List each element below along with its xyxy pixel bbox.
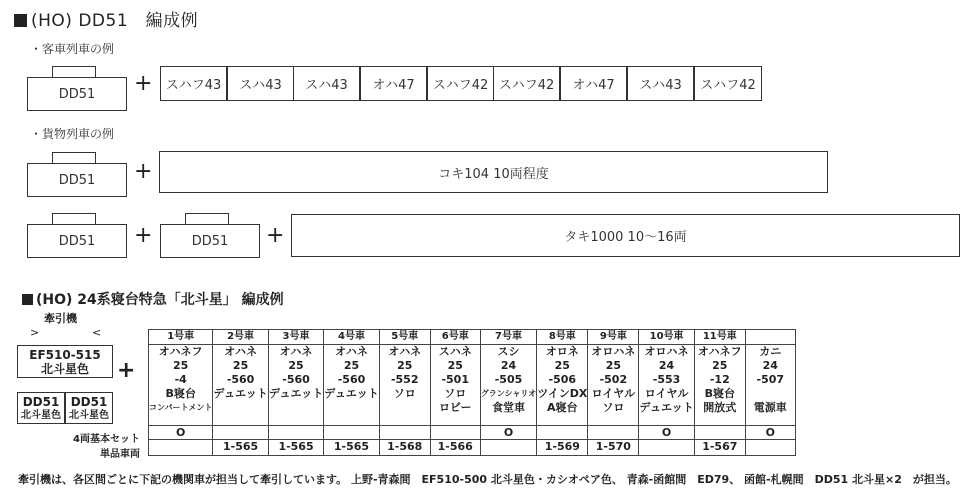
dd51-box-2 xyxy=(65,392,113,424)
car-spec-line: 25 xyxy=(232,359,249,372)
car-spec-line: スシ xyxy=(497,345,520,358)
car-spec-line: ロイヤル xyxy=(644,387,689,400)
dd51-loco-freight1 xyxy=(27,152,127,198)
product-number-cell: 1-570 xyxy=(588,440,639,456)
basic-set-mark xyxy=(379,426,430,440)
passenger-car: スハ43 xyxy=(627,66,694,101)
car-number-cell: 7号車 xyxy=(480,330,537,345)
basic-set-mark xyxy=(268,426,323,440)
product-number-cell xyxy=(480,440,537,456)
plus-sign: + xyxy=(134,159,153,184)
car-spec-line: -505 xyxy=(494,373,523,386)
section2-title: (HO) 24系寝台特急「北斗星」 編成例 xyxy=(22,289,284,309)
arrow-left: > xyxy=(30,326,40,339)
car-spec-cell xyxy=(588,345,639,426)
car-spec-line: ロイヤル xyxy=(591,387,636,400)
basic-set-mark xyxy=(213,426,268,440)
footnote: 牽引機は、各区間ごとに下記の機関車が担当して牽引しています。 上野-青森間 EF510-500 北斗星色・カシオペア色、 青森-函館間 ED79、 函館-札幌間 DD51 北斗星×2 が担当。 xyxy=(18,473,957,486)
product-number-cell xyxy=(745,440,795,456)
car-spec-line: -506 xyxy=(548,373,577,386)
dd51-loco-freight2a xyxy=(27,213,127,259)
passenger-car: スハフ42 xyxy=(427,66,494,101)
car-spec-cell xyxy=(379,345,430,426)
car-spec-line xyxy=(746,387,795,401)
plus-sign: + xyxy=(134,71,153,96)
car-spec-line: ソロ xyxy=(444,387,467,400)
car-spec-line: -4 xyxy=(174,373,187,386)
passenger-car: スハフ42 xyxy=(694,66,762,101)
formation-table xyxy=(148,329,796,456)
dd51-loco-freight2b xyxy=(160,213,260,259)
car-spec-line: -553 xyxy=(652,373,681,386)
product-number-cell: 1-565 xyxy=(324,440,379,456)
product-number-cell: 1-565 xyxy=(268,440,323,456)
car-spec-line: -560 xyxy=(337,373,366,386)
passenger-car: スハ43 xyxy=(293,66,360,101)
car-spec-line: 24 xyxy=(658,359,675,372)
car-spec-line: 25 xyxy=(288,359,304,372)
basic-set-mark: O xyxy=(480,426,537,440)
car-spec-cell xyxy=(149,345,213,426)
loco-label: DD51 xyxy=(27,77,127,111)
passenger-car: オハ47 xyxy=(360,66,427,101)
car-number-cell: 6号車 xyxy=(430,330,480,345)
car-spec-extra xyxy=(213,401,267,415)
basic-set-mark: O xyxy=(639,426,694,440)
car-spec-cell xyxy=(537,345,588,426)
product-number-cell xyxy=(149,440,213,456)
car-spec-extra: コンパートメント xyxy=(149,403,213,412)
car-number-cell: 2号車 xyxy=(213,330,268,345)
ef510-name: EF510-515 xyxy=(29,348,101,362)
car-spec-line: -501 xyxy=(441,373,469,386)
car-number-cell: 10号車 xyxy=(639,330,694,345)
dd51-color: 北斗星色 xyxy=(69,410,109,421)
car-spec-extra: デュエット xyxy=(639,401,694,414)
car-spec-extra: 電源車 xyxy=(753,401,787,414)
car-spec-line: オハネ xyxy=(335,345,368,358)
car-spec-line: 25 xyxy=(712,359,728,372)
dd51-color: 北斗星色 xyxy=(21,410,61,421)
car-number-cell: 9号車 xyxy=(588,330,639,345)
traction-label: 牽引機 xyxy=(44,312,77,325)
basic-set-mark: O xyxy=(149,426,213,440)
car-spec-cell xyxy=(324,345,379,426)
basic-set-label: 4両基本セット xyxy=(73,434,140,445)
car-spec-line: ソロ xyxy=(393,387,416,400)
car-spec-line: -560 xyxy=(226,373,255,386)
car-spec-line: -552 xyxy=(390,373,419,386)
car-spec-line: 25 xyxy=(397,359,413,372)
ef510-loco-box xyxy=(17,345,113,378)
passenger-example-label: ・客車列車の例 xyxy=(30,42,115,56)
car-spec-line: スハネ xyxy=(438,345,472,358)
car-spec-cell xyxy=(430,345,480,426)
car-spec-line: -502 xyxy=(599,373,628,386)
freight-car-koki: コキ104 10両程度 xyxy=(159,151,828,193)
square-bullet-icon xyxy=(22,294,33,305)
freight-example-label: ・貨物列車の例 xyxy=(30,127,115,141)
dd51-name: DD51 xyxy=(22,395,60,409)
product-number-cell: 1-565 xyxy=(213,440,268,456)
car-number-cell: 5号車 xyxy=(379,330,430,345)
car-spec-line: オロハネ xyxy=(591,345,636,358)
car-spec-cell xyxy=(639,345,694,426)
car-spec-line: 24 xyxy=(500,359,517,372)
car-spec-line: オハネ xyxy=(279,345,313,358)
loco-label: DD51 xyxy=(27,224,127,258)
product-number-cell: 1-567 xyxy=(694,440,745,456)
car-spec-cell xyxy=(745,345,795,426)
passenger-car: スハフ42 xyxy=(493,66,560,101)
car-spec-extra: A寝台 xyxy=(547,401,578,414)
passenger-car: スハ43 xyxy=(227,66,294,101)
car-spec-extra xyxy=(380,401,430,415)
basic-set-mark xyxy=(588,426,639,440)
car-spec-line: オハネ xyxy=(224,345,257,358)
car-number-cell: 11号車 xyxy=(694,330,745,345)
dd51-box-1 xyxy=(17,392,65,424)
plus-sign: + xyxy=(266,223,285,248)
car-spec-line: 25 xyxy=(343,359,360,372)
basic-set-mark xyxy=(694,426,745,440)
car-spec-line: -560 xyxy=(282,373,310,386)
freight-car-taki: タキ1000 10～16両 xyxy=(291,214,960,257)
car-spec-line: 25 xyxy=(554,359,570,372)
car-spec-line: 25 xyxy=(605,359,621,372)
car-spec-line: デュエット xyxy=(213,387,268,400)
car-spec-extra: ロビー xyxy=(438,401,472,414)
section1-title: (HO) DD51 編成例 xyxy=(14,6,198,31)
car-number-cell: 3号車 xyxy=(268,330,323,345)
car-spec-line: B寝台 xyxy=(704,387,735,400)
basic-set-mark xyxy=(430,426,480,440)
car-spec-line: -12 xyxy=(709,373,730,386)
car-spec-extra xyxy=(269,401,323,415)
single-car-label: 単品車両 xyxy=(100,449,140,460)
plus-sign: + xyxy=(117,358,136,383)
car-spec-line: グランシャリオ xyxy=(480,389,537,398)
car-spec-line: B寝台 xyxy=(165,387,196,400)
car-spec-line: 25 xyxy=(173,359,189,372)
car-number-cell xyxy=(745,330,795,345)
car-number-cell: 8号車 xyxy=(537,330,588,345)
car-spec-line: オロハネ xyxy=(644,345,689,358)
plus-sign: + xyxy=(134,223,153,248)
product-number-cell: 1-568 xyxy=(379,440,430,456)
car-spec-line: カニ xyxy=(759,345,782,358)
basic-set-mark: O xyxy=(745,426,795,440)
car-spec-line: 24 xyxy=(762,359,778,372)
car-spec-line: デュエット xyxy=(268,387,324,400)
passenger-car: スハフ43 xyxy=(160,66,227,101)
car-spec-line: オハネフ xyxy=(697,345,742,358)
car-spec-extra: 食堂車 xyxy=(492,401,525,414)
product-number-cell xyxy=(639,440,694,456)
dd51-name: DD51 xyxy=(70,395,108,409)
car-spec-line: デュエット xyxy=(324,387,379,400)
car-spec-cell xyxy=(268,345,323,426)
basic-set-mark xyxy=(537,426,588,440)
dd51-loco-passenger xyxy=(27,66,127,112)
car-number-cell: 1号車 xyxy=(149,330,213,345)
car-spec-line: ツインDX xyxy=(537,387,588,400)
car-spec-cell xyxy=(694,345,745,426)
car-number-cell: 4号車 xyxy=(324,330,379,345)
car-spec-extra: ソロ xyxy=(602,401,625,414)
square-bullet-icon xyxy=(14,14,27,27)
car-spec-line: -507 xyxy=(756,373,785,386)
car-spec-cell xyxy=(213,345,268,426)
product-number-cell: 1-566 xyxy=(430,440,480,456)
car-spec-extra: 開放式 xyxy=(703,401,737,414)
arrow-right: < xyxy=(92,326,102,339)
ef510-color: 北斗星色 xyxy=(40,362,89,376)
car-spec-cell xyxy=(480,345,537,426)
car-spec-line: 25 xyxy=(447,359,463,372)
car-spec-extra xyxy=(324,401,378,415)
car-spec-line: オロネ xyxy=(545,345,579,358)
car-spec-line: オハネフ xyxy=(158,345,203,358)
loco-label: DD51 xyxy=(160,224,260,258)
loco-label: DD51 xyxy=(27,163,127,197)
product-number-cell: 1-569 xyxy=(537,440,588,456)
basic-set-mark xyxy=(324,426,379,440)
passenger-car: オハ47 xyxy=(560,66,627,101)
car-spec-line: オハネ xyxy=(388,345,422,358)
